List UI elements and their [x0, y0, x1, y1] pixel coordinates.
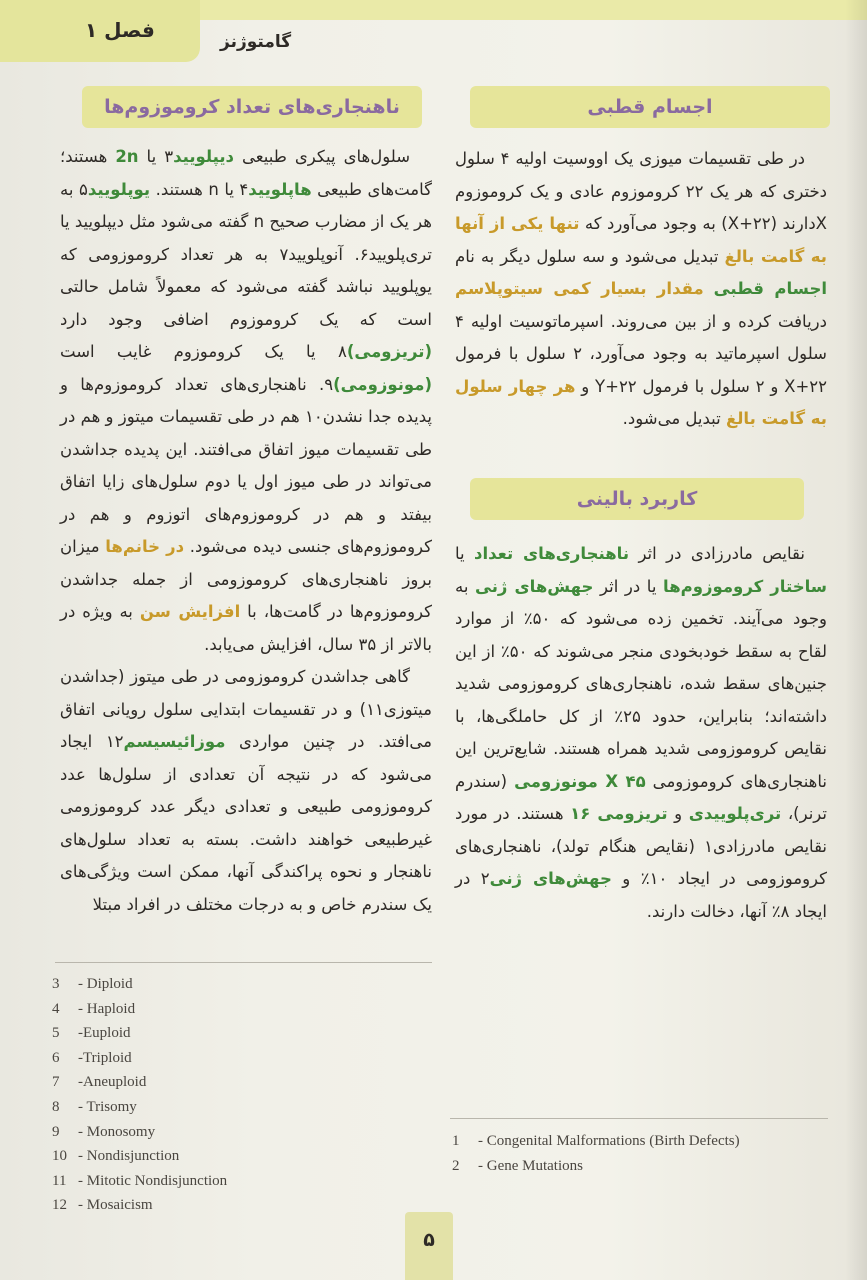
right-text-column-bottom — [455, 538, 827, 928]
footnote-text: - Monosomy — [78, 1123, 156, 1140]
key-term: تری‌پلوییدی — [688, 804, 782, 823]
key-term: ۴۵ X مونوزومی — [514, 771, 646, 791]
highlight-phrase: افزایش سن — [139, 602, 241, 621]
key-term: ساختار کروموزوم‌ها — [663, 576, 828, 596]
footnote-item — [452, 1129, 740, 1154]
key-term: جهش‌های ژنی — [489, 869, 612, 888]
text-run: در طی تقسیمات میوزی یک اووسیت اولیه ۴ سلول دختری که هر یک ۲۲ کروموزوم عادی و یک کروموزوم Xدارند (۲۲+X) به وجود می‌آورد که — [455, 149, 827, 233]
footnotes-right — [452, 1129, 740, 1178]
highlight-phrase: مقدار بسیار کمی سیتوپلاسم — [455, 279, 704, 298]
text-run: هستند؛ گامت‌های طبیعی — [60, 147, 433, 199]
text-run: دریافت کرده و از بین می‌روند. اسپرماتوسیت اولیه ۴ سلول اسپرماتید به وجود می‌آورد، ۲ سلول با فرمول ۲۲+X و ۲ سلول با فرمول ۲۲+Y و — [455, 311, 828, 396]
text-run: ۱۲ ایجاد می‌شود که در نتیجه آن تعدادی از سلول‌ها عدد کروموزومی طبیعی و تعدادی دیگر عدد کروموزومی غیرطبیعی خواهند داشت. بسته به تعداد سلول‌های ناهنجار و نحوه پراکندگی آنها، ممکن است ویژگی‌های یک سندرم خاص و به درجات مختلف در افراد مبتلا — [60, 732, 432, 914]
footnote-text: -Aneuploid — [78, 1074, 147, 1091]
footnote-number: 12 — [52, 1197, 67, 1214]
text-run: ۸ یا یک کروموزوم غایب است — [60, 342, 347, 361]
text-run: گاهی جداشدن کروموزومی در طی میتوز (جداشدن میتوزی۱۱) و در تقسیمات ابتدایی سلول رویانی اتفاق می‌افتد. در چنین مواردی — [60, 667, 433, 751]
text-run: هستند. در مورد نقایص مادرزادی۱ (نقایص هنگام تولد)، ناهنجاری‌های کروموزومی در ایجاد ۱۰٪ و — [455, 804, 828, 888]
footnote-number: 7 — [52, 1074, 60, 1091]
footnote-item — [52, 1193, 227, 1218]
text-run: به ویژه در بالاتر از ۳۵ سال، افزایش می‌یابد. — [60, 602, 432, 654]
section-heading-clinical: کاربرد بالینی — [470, 478, 804, 520]
page-edge-shadow — [845, 0, 867, 1280]
footnote-text: - Mosaicism — [78, 1197, 153, 1214]
footnote-item — [52, 1070, 227, 1095]
highlight-phrase: هر چهار سلول به گامت بالغ — [455, 376, 827, 428]
key-term: (مونوزومی) — [333, 374, 432, 394]
text-run: (سندرم ترنر)، — [455, 771, 827, 823]
footnote-text: - Gene Mutations — [478, 1157, 583, 1174]
footnote-rule — [450, 1118, 828, 1119]
footnote-text: - Congenital Malformations (Birth Defects) — [478, 1133, 740, 1149]
footnote-rule — [55, 962, 432, 963]
footnote-number: 6 — [52, 1049, 60, 1066]
paragraph — [455, 143, 827, 436]
footnote-item — [52, 1169, 227, 1194]
footnote-item — [52, 1046, 227, 1071]
key-term: جهش‌های ژنی — [475, 576, 594, 596]
page-number: ۵ — [405, 1212, 453, 1280]
paragraph — [455, 538, 827, 928]
key-term: ناهنجاری‌های تعداد — [474, 544, 630, 563]
text-run: به وجود می‌آیند. تخمین زده می‌شود که ۵۰٪ از موارد لقاح به سقط خودبخودی منجر می‌شوند که ۵۰٪ از این جنین‌های سقط شده، ناهنجاری‌های کروموزومی شدید داشته‌اند؛ بنابراین، حدود ۲۵٪ از کل حاملگی‌ها، با نقایص کروموزومی شدید همراه هستند. شایع‌ترین این ناهنجاری‌های کروموزومی — [455, 576, 828, 791]
footnote-item — [452, 1154, 740, 1179]
footnote-text: - Trisomy — [78, 1098, 137, 1115]
footnote-text: - Nondisjunction — [78, 1148, 180, 1165]
chapter-label: فصل ۱ — [85, 18, 155, 42]
text-run: ۲ در ایجاد ۸٪ آنها، دخالت دارند. — [455, 869, 827, 921]
key-term: اجسام قطبی — [713, 279, 827, 298]
footnote-item — [52, 1120, 227, 1145]
footnote-number: 4 — [52, 1000, 60, 1017]
footnote-number: 5 — [52, 1025, 60, 1042]
footnote-number: 9 — [52, 1123, 60, 1140]
text-run: میزان بروز ناهنجاری‌های کروموزومی از جمله جداشدن کروموزوم‌ها در گامت‌ها، با — [60, 537, 432, 621]
footnote-text: -Euploid — [78, 1025, 131, 1042]
text-run: ۴ یا n هستند. — [150, 179, 249, 199]
footnote-item — [52, 997, 227, 1022]
key-term: دیپلویید — [173, 147, 235, 166]
footnote-text: - Mitotic Nondisjunction — [78, 1172, 228, 1189]
text-run: سلول‌های پیکری طبیعی — [234, 147, 411, 166]
footnote-item — [52, 972, 227, 997]
text-run — [704, 279, 714, 298]
footnote-item — [52, 1144, 227, 1169]
key-term: (تریزومی) — [346, 342, 432, 361]
highlight-phrase: در خانم‌ها — [105, 537, 185, 556]
footnote-number: 10 — [52, 1148, 67, 1165]
text-run: ۵ به هر یک از مضارب صحیح n گفته می‌شود مثل دیپلویید یا تری‌پلویید۶. آنوپلویید۷ به هر تعداد کروموزومی که یوپلویید نباشد گفته می‌شود که معمولاً شامل حالتی است که یک کروموزوم اضافی وجود دارد — [60, 179, 432, 329]
key-term: موزائیسیسم — [123, 732, 226, 751]
text-run: ۹. ناهنجاری‌های تعداد کروموزوم‌ها و پدیده جدا نشدن۱۰ هم در طی تقسیمات میتوز و هم در طی تقسیمات میوز اتفاق می‌افتند. این پدیده جداشدن می‌تواند در طی میوز اول یا دوم سلول‌های زایا اتفاق بیفتد و هم در کروموزوم‌های اتوزوم و هم در کروموزوم‌های جنسی دیده می‌شود. — [60, 374, 432, 556]
paragraph — [60, 661, 432, 921]
footnote-item — [52, 1021, 227, 1046]
text-run: تبدیل می‌شود. — [622, 409, 726, 428]
text-run: یا — [455, 544, 474, 563]
footnote-number: 1 — [452, 1133, 460, 1149]
key-term: یوپلویید — [87, 179, 151, 199]
footnotes-left — [52, 972, 227, 1218]
running-title: گامتوژنز — [220, 32, 292, 52]
text-run: یا در اثر — [593, 576, 664, 596]
footnote-item — [52, 1095, 227, 1120]
footnote-number: 11 — [52, 1172, 67, 1189]
footnote-text: - Diploid — [78, 976, 133, 992]
key-term: 2n — [115, 147, 139, 166]
chapter-tab — [0, 0, 200, 62]
right-text-column-top — [455, 143, 827, 436]
footnote-text: -Triploid — [78, 1049, 132, 1066]
footnote-number: 8 — [52, 1098, 60, 1115]
key-term: هاپلویید — [248, 179, 312, 199]
text-run: ۳ یا — [138, 147, 174, 166]
text-run: تبدیل می‌شود و سه سلول دیگر به نام — [455, 246, 725, 266]
text-run: نقایص مادرزادی در اثر — [629, 544, 805, 563]
section-heading-chromosome-number: ناهنجاری‌های تعداد کروموزوم‌ها — [82, 86, 422, 128]
footnote-number: 2 — [452, 1157, 460, 1174]
key-term: تریزومی ۱۶ — [570, 804, 668, 823]
left-text-column — [60, 141, 432, 921]
text-run: و — [667, 804, 689, 823]
footnote-number: 3 — [52, 976, 60, 992]
section-heading-polar-bodies: اجسام قطبی — [470, 86, 830, 128]
paragraph — [60, 141, 432, 661]
footnote-text: - Haploid — [78, 1000, 136, 1017]
highlight-phrase: تنها یکی از آنها به گامت بالغ — [455, 214, 827, 266]
